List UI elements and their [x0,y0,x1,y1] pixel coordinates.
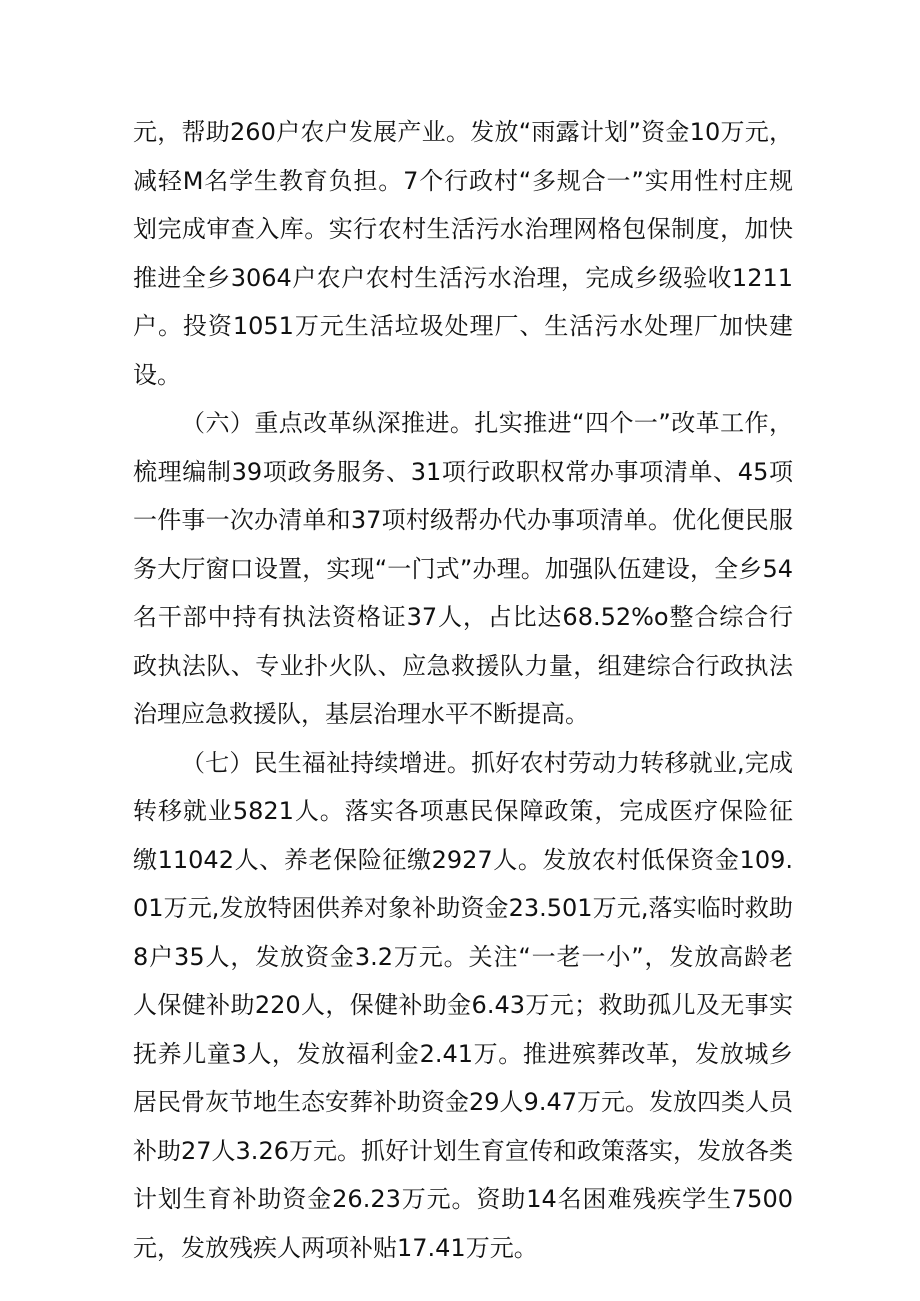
paragraph-reform: （六）重点改革纵深推进。扎实推进“四个一”改革工作，梳理编制39项政务服务、31项行政职权常办事项清单、45项一件事一次办清单和37项村级帮办代办事项清单。优化便民服务大厅窗口设置，实现“一门式”办理。加强队伍建设，全乡54名干部中持有执法资格证37人，占比达68.52%o整合综合行政执法队、专业扑火队、应急救援队力量，组建综合行政执法治理应急救援队，基层治理水平不断提高。 [133,409,793,728]
document-body [133,108,793,1272]
paragraph-continuation: 元，帮助260户农户发展产业。发放“雨露计划”资金10万元，减轻M名学生教育负担。7个行政村“多规合一”实用性村庄规划完成审查入库。实行农村生活污水治理网格包保制度，加快推进全乡3064户农户农村生活污水治理，完成乡级验收1211户。投资1051万元生活垃圾处理厂、生活污水处理厂加快建设。 [133,118,793,389]
paragraph-livelihood: （七）民生福祉持续增进。抓好农村劳动力转移就业,完成转移就业5821人。落实各项惠民保障政策，完成医疗保险征缴11042人、养老保险征缴2927人。发放农村低保资金109.01万元,发放特困供养对象补助资金23.501万元,落实临时救助8户35人，发放资金3.2万元。关注“一老一小”，发放高龄老人保健补助220人，保健补助金6.43万元；救助孤儿及无事实抚养儿童3人，发放福利金2.41万。推进殡葬改革，发放城乡居民骨灰节地生态安葬补助资金29人9.47万元。发放四类人员补助27人3.26万元。抓好计划生育宣传和政策落实，发放各类计划生育补助资金26.23万元。资助14名困难残疾学生7500元，发放残疾人两项补贴17.41万元。 [133,748,793,1262]
